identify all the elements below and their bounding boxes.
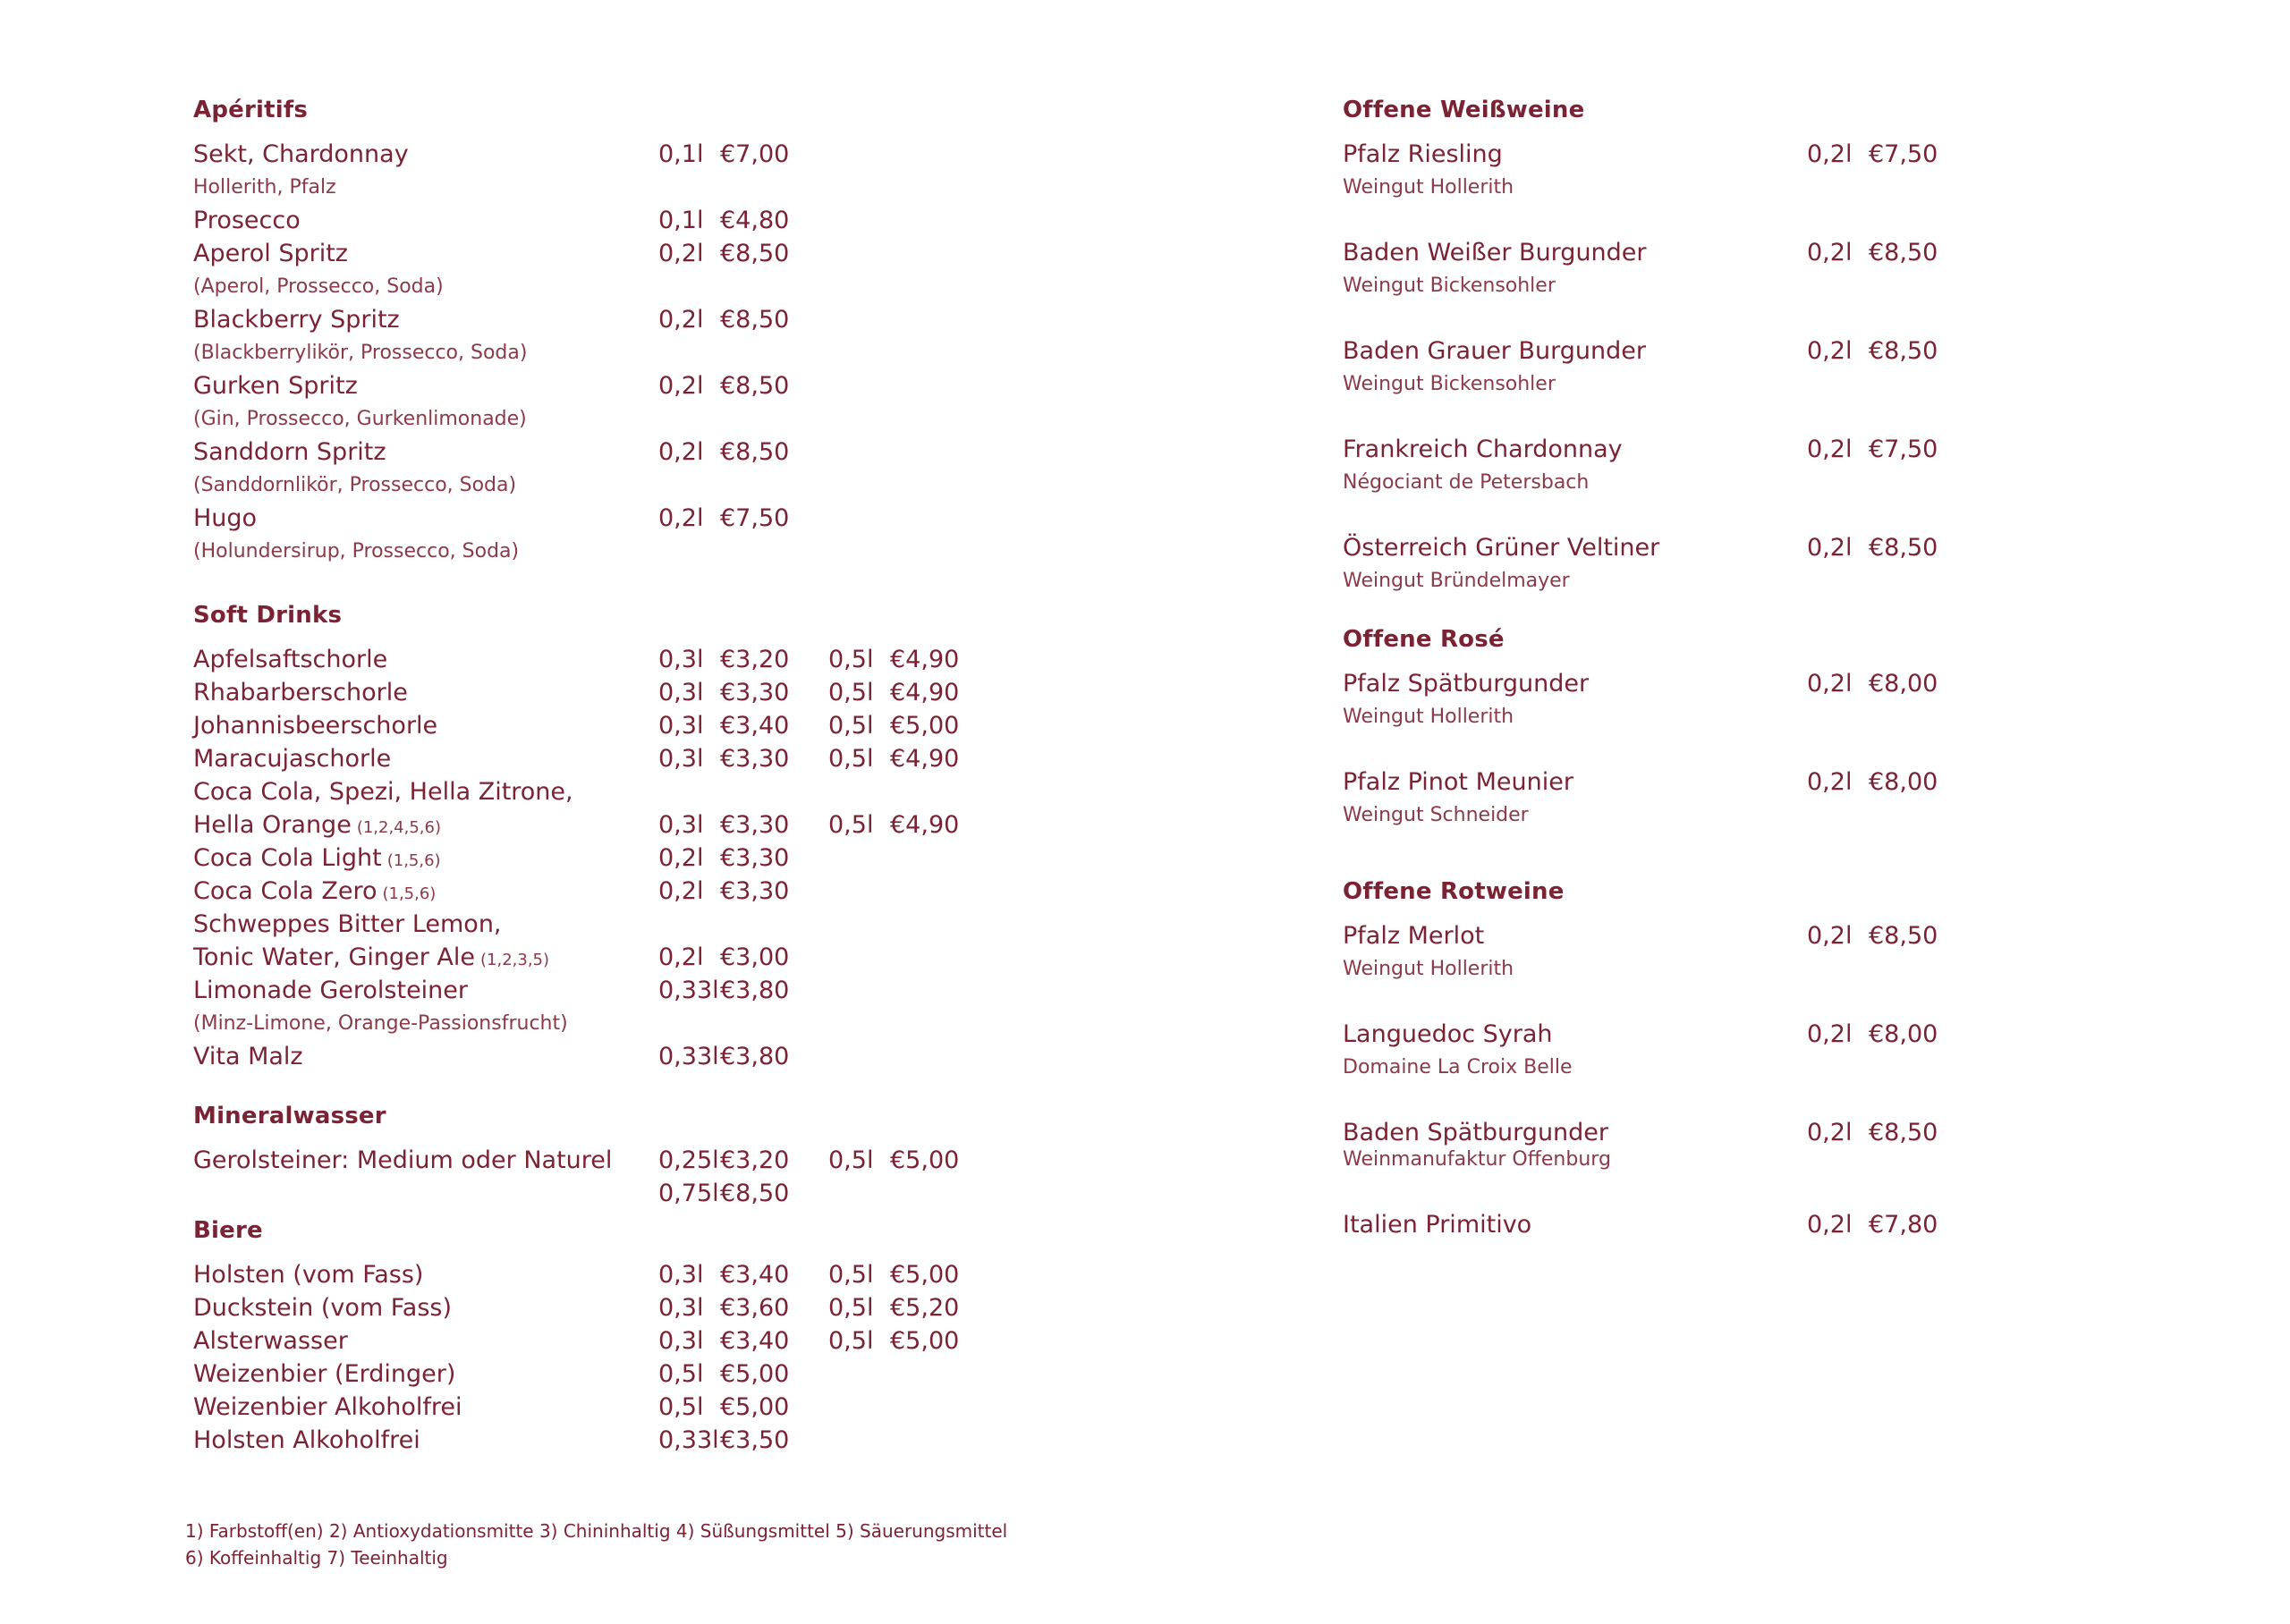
item-price: €3,40 bbox=[720, 1327, 790, 1355]
item-volume: 0,3l bbox=[658, 1327, 704, 1355]
item-volume-large: 0,5l bbox=[828, 712, 874, 740]
item-description: (Sanddornlikör, Prossecco, Soda) bbox=[193, 474, 517, 496]
additive-note: (1,5,6) bbox=[382, 884, 437, 903]
item-price: €3,80 bbox=[720, 1043, 790, 1070]
item-price: €7,50 bbox=[1869, 140, 1938, 168]
item-price: €3,30 bbox=[720, 877, 790, 905]
item-price-large: €4,90 bbox=[890, 745, 960, 773]
item-name: Italien Primitivo bbox=[1343, 1211, 1532, 1239]
menu-item bbox=[193, 1258, 1177, 1291]
item-price: €3,30 bbox=[720, 844, 790, 872]
item-winery: Weingut Hollerith bbox=[1343, 176, 1514, 199]
item-name: Pfalz Spätburgunder bbox=[1343, 670, 1590, 698]
menu-item bbox=[193, 742, 1177, 775]
menu-item bbox=[1343, 334, 2237, 368]
menu-item bbox=[1343, 433, 2237, 466]
section-rotweine bbox=[1343, 876, 2237, 1241]
menu-item bbox=[193, 1424, 1177, 1457]
menu-item bbox=[193, 502, 1177, 535]
wine-item bbox=[1343, 1208, 2237, 1241]
menu-item bbox=[1343, 236, 2237, 269]
item-volume: 0,3l bbox=[658, 1261, 704, 1289]
item-name: Holsten (vom Fass) bbox=[193, 1261, 424, 1289]
item-volume: 0,2l bbox=[658, 504, 704, 532]
item-price-large: €5,00 bbox=[890, 1261, 960, 1289]
item-volume: 0,2l bbox=[658, 844, 704, 872]
item-name: Hugo bbox=[193, 504, 258, 532]
item-name-line: Coca Cola, Spezi, Hella Zitrone, bbox=[193, 778, 573, 806]
menu-item bbox=[193, 1040, 1177, 1073]
footnote-line: 6) Koffeinhaltig 7) Teeinhaltig bbox=[185, 1547, 448, 1569]
item-name: Alsterwasser bbox=[193, 1327, 348, 1355]
wine-item bbox=[1343, 1018, 2237, 1084]
menu-item bbox=[193, 1358, 1177, 1391]
item-price: €8,00 bbox=[1869, 670, 1938, 698]
item-volume: 0,2l bbox=[658, 943, 704, 971]
section-soft-drinks bbox=[193, 600, 1177, 1073]
item-name: Baden Spätburgunder bbox=[1343, 1119, 1609, 1146]
item-price: €3,30 bbox=[720, 745, 790, 773]
menu-item bbox=[193, 1144, 1177, 1177]
menu-item bbox=[1343, 1208, 2237, 1241]
item-name: Weizenbier Alkoholfrei bbox=[193, 1393, 462, 1421]
item-name: Johannisbeerschorle bbox=[193, 712, 438, 740]
item-name: Gerolsteiner: Medium oder Naturel bbox=[193, 1146, 613, 1174]
item-description: (Blackberrylikör, Prossecco, Soda) bbox=[193, 342, 528, 364]
item-name: Vita Malz bbox=[193, 1043, 303, 1070]
item-name: Languedoc Syrah bbox=[1343, 1020, 1553, 1048]
item-price: €3,20 bbox=[720, 646, 790, 673]
menu-item bbox=[193, 436, 1177, 469]
item-price-large: €4,90 bbox=[890, 646, 960, 673]
item-price: €3,30 bbox=[720, 811, 790, 839]
item-price: €8,50 bbox=[720, 1180, 790, 1207]
item-price-large: €5,00 bbox=[890, 1327, 960, 1355]
item-price-large: €5,20 bbox=[890, 1294, 960, 1322]
wine-item bbox=[1343, 765, 2237, 832]
item-volume: 0,2l bbox=[658, 877, 704, 905]
item-price: €8,50 bbox=[720, 306, 790, 334]
menu-item bbox=[193, 138, 1177, 171]
wine-item bbox=[1343, 667, 2237, 733]
item-volume-large: 0,5l bbox=[828, 1327, 874, 1355]
menu-item bbox=[193, 1291, 1177, 1324]
item-price: €5,00 bbox=[720, 1360, 790, 1388]
menu-item bbox=[193, 808, 1177, 842]
menu-item bbox=[193, 842, 1177, 875]
item-volume: 0,3l bbox=[658, 712, 704, 740]
item-name: Tonic Water, Ginger Ale bbox=[193, 943, 475, 971]
item-volume: 0,33l bbox=[658, 1043, 719, 1070]
item-name: Pfalz Pinot Meunier bbox=[1343, 768, 1573, 796]
item-volume: 0,33l bbox=[658, 1426, 719, 1454]
item-price: €7,80 bbox=[1869, 1211, 1938, 1239]
item-winery: Weingut Schneider bbox=[1343, 804, 1529, 826]
menu-item bbox=[1343, 765, 2237, 799]
item-winery: Weingut Bickensohler bbox=[1343, 275, 1556, 297]
item-price-large: €4,90 bbox=[890, 679, 960, 706]
menu-item bbox=[1343, 531, 2237, 564]
item-price: €3,20 bbox=[720, 1146, 790, 1174]
section-title: Mineralwasser bbox=[193, 1103, 386, 1129]
menu-item bbox=[193, 1324, 1177, 1358]
item-price-large: €4,90 bbox=[890, 811, 960, 839]
item-volume-large: 0,5l bbox=[828, 1294, 874, 1322]
menu-item bbox=[193, 676, 1177, 709]
item-price: €7,00 bbox=[720, 140, 790, 168]
additive-footnotes bbox=[185, 1518, 1007, 1571]
section-title: Apéritifs bbox=[193, 97, 309, 123]
item-winery: Weingut Bickensohler bbox=[1343, 373, 1556, 395]
item-volume: 0,2l bbox=[1807, 922, 1853, 950]
item-price: €3,40 bbox=[720, 712, 790, 740]
item-volume: 0,3l bbox=[658, 811, 704, 839]
menu-item bbox=[1343, 138, 2237, 171]
item-volume-large: 0,5l bbox=[828, 811, 874, 839]
item-volume: 0,2l bbox=[1807, 140, 1853, 168]
item-price: €8,50 bbox=[1869, 1119, 1938, 1146]
item-description: (Holundersirup, Prossecco, Soda) bbox=[193, 540, 520, 562]
item-volume: 0,75l bbox=[658, 1180, 719, 1207]
item-price: €5,00 bbox=[720, 1393, 790, 1421]
section-title: Offene Weißweine bbox=[1343, 97, 1585, 123]
wine-item bbox=[1343, 433, 2237, 499]
item-description: Hollerith, Pfalz bbox=[193, 176, 336, 199]
item-name: Coca Cola Zero bbox=[193, 877, 377, 905]
item-name: Frankreich Chardonnay bbox=[1343, 436, 1623, 463]
wine-item bbox=[1343, 236, 2237, 302]
menu-item bbox=[193, 303, 1177, 336]
menu-item bbox=[193, 974, 1177, 1007]
wine-item bbox=[1343, 1116, 2237, 1174]
item-volume: 0,2l bbox=[1807, 239, 1853, 266]
section-title: Biere bbox=[193, 1217, 263, 1244]
item-name-line: Schweppes Bitter Lemon, bbox=[193, 910, 502, 938]
item-price: €3,00 bbox=[720, 943, 790, 971]
item-winery: Weingut Hollerith bbox=[1343, 706, 1514, 728]
item-name: Hella Orange bbox=[193, 811, 352, 839]
menu-item-extra-size bbox=[193, 1177, 1177, 1210]
item-price: €3,50 bbox=[720, 1426, 790, 1454]
item-name: Baden Weißer Burgunder bbox=[1343, 239, 1647, 266]
item-price: €8,50 bbox=[1869, 534, 1938, 562]
item-price: €8,50 bbox=[1869, 337, 1938, 365]
item-price-large: €5,00 bbox=[890, 712, 960, 740]
menu-right-column bbox=[1343, 95, 2237, 1273]
item-description: (Aperol, Prossecco, Soda) bbox=[193, 275, 444, 298]
item-price: €8,50 bbox=[1869, 239, 1938, 266]
item-price: €8,00 bbox=[1869, 1020, 1938, 1048]
menu-item bbox=[193, 204, 1177, 237]
item-volume: 0,1l bbox=[658, 207, 704, 234]
section-title: Offene Rotweine bbox=[1343, 878, 1565, 905]
item-volume: 0,33l bbox=[658, 977, 719, 1004]
item-price: €8,00 bbox=[1869, 768, 1938, 796]
item-name: Coca Cola Light bbox=[193, 844, 382, 872]
footnote-line: 1) Farbstoff(en) 2) Antioxydationsmitte 3) Chininhaltig 4) Süßungsmittel 5) Säuerungsmittel bbox=[185, 1520, 1008, 1542]
menu-item bbox=[193, 875, 1177, 908]
item-price: €8,50 bbox=[1869, 922, 1938, 950]
item-volume: 0,1l bbox=[658, 140, 704, 168]
item-volume: 0,2l bbox=[1807, 436, 1853, 463]
additive-note: (1,2,3,5) bbox=[480, 951, 550, 969]
menu-item bbox=[193, 1391, 1177, 1424]
item-volume-large: 0,5l bbox=[828, 1261, 874, 1289]
item-volume: 0,2l bbox=[1807, 337, 1853, 365]
additive-note: (1,5,6) bbox=[386, 851, 441, 870]
item-volume: 0,3l bbox=[658, 679, 704, 706]
menu-item bbox=[193, 369, 1177, 402]
item-volume: 0,2l bbox=[1807, 1020, 1853, 1048]
section-aperitifs bbox=[193, 95, 1177, 568]
item-price: €3,60 bbox=[720, 1294, 790, 1322]
menu-item bbox=[1343, 1116, 2237, 1149]
item-volume-large: 0,5l bbox=[828, 745, 874, 773]
menu-item bbox=[193, 709, 1177, 742]
section-title: Offene Rosé bbox=[1343, 626, 1505, 653]
section-biere bbox=[193, 1215, 1177, 1457]
item-winery: Weingut Hollerith bbox=[1343, 958, 1514, 980]
item-price: €3,30 bbox=[720, 679, 790, 706]
item-name: Weizenbier (Erdinger) bbox=[193, 1360, 456, 1388]
section-rose bbox=[1343, 624, 2237, 832]
menu-item bbox=[1343, 1018, 2237, 1051]
item-name: Sanddorn Spritz bbox=[193, 438, 386, 466]
item-name: Maracujaschorle bbox=[193, 745, 392, 773]
additive-note: (1,2,4,5,6) bbox=[356, 818, 442, 837]
item-volume: 0,2l bbox=[1807, 670, 1853, 698]
item-winery: Négociant de Petersbach bbox=[1343, 471, 1590, 494]
item-winery: Weinmanufaktur Offenburg bbox=[1343, 1148, 1611, 1171]
item-price: €3,40 bbox=[720, 1261, 790, 1289]
item-price: €4,80 bbox=[720, 207, 790, 234]
item-volume: 0,2l bbox=[1807, 1211, 1853, 1239]
item-volume: 0,2l bbox=[658, 240, 704, 267]
item-price: €3,80 bbox=[720, 977, 790, 1004]
item-name: Pfalz Merlot bbox=[1343, 922, 1485, 950]
item-volume: 0,2l bbox=[1807, 534, 1853, 562]
menu-item bbox=[1343, 667, 2237, 700]
item-name: Gurken Spritz bbox=[193, 372, 358, 400]
item-price-large: €5,00 bbox=[890, 1146, 960, 1174]
section-title: Soft Drinks bbox=[193, 602, 343, 629]
wine-item bbox=[1343, 334, 2237, 401]
item-price: €7,50 bbox=[1869, 436, 1938, 463]
item-description: (Minz-Limone, Orange-Passionsfrucht) bbox=[193, 1012, 568, 1035]
item-volume: 0,3l bbox=[658, 646, 704, 673]
item-name: Aperol Spritz bbox=[193, 240, 348, 267]
item-volume: 0,3l bbox=[658, 1294, 704, 1322]
item-price: €8,50 bbox=[720, 372, 790, 400]
item-volume-large: 0,5l bbox=[828, 679, 874, 706]
item-name: Rhabarberschorle bbox=[193, 679, 408, 706]
item-price: €8,50 bbox=[720, 240, 790, 267]
item-volume: 0,3l bbox=[658, 745, 704, 773]
item-volume: 0,2l bbox=[658, 372, 704, 400]
menu-item bbox=[193, 643, 1177, 676]
item-name: Blackberry Spritz bbox=[193, 306, 400, 334]
item-volume-large: 0,5l bbox=[828, 646, 874, 673]
menu-left-column bbox=[193, 95, 1177, 1457]
wine-item bbox=[1343, 531, 2237, 597]
item-volume: 0,2l bbox=[658, 306, 704, 334]
item-winery: Weingut Bründelmayer bbox=[1343, 570, 1570, 592]
item-volume: 0,25l bbox=[658, 1146, 719, 1174]
item-name: Limonade Gerolsteiner bbox=[193, 977, 469, 1004]
item-description: (Gin, Prossecco, Gurkenlimonade) bbox=[193, 408, 527, 430]
item-volume: 0,5l bbox=[658, 1360, 704, 1388]
item-volume: 0,2l bbox=[658, 438, 704, 466]
wine-item bbox=[1343, 138, 2237, 204]
item-name: Baden Grauer Burgunder bbox=[1343, 337, 1646, 365]
item-price: €8,50 bbox=[720, 438, 790, 466]
item-volume: 0,2l bbox=[1807, 768, 1853, 796]
menu-item bbox=[1343, 919, 2237, 952]
section-mineralwasser bbox=[193, 1101, 1177, 1210]
item-name: Sekt, Chardonnay bbox=[193, 140, 409, 168]
section-weissweine bbox=[1343, 95, 2237, 597]
item-name: Pfalz Riesling bbox=[1343, 140, 1503, 168]
item-volume-large: 0,5l bbox=[828, 1146, 874, 1174]
item-volume: 0,2l bbox=[1807, 1119, 1853, 1146]
item-name: Apfelsaftschorle bbox=[193, 646, 388, 673]
item-name: Holsten Alkoholfrei bbox=[193, 1426, 420, 1454]
menu-item bbox=[193, 941, 1177, 974]
item-volume: 0,5l bbox=[658, 1393, 704, 1421]
item-price: €7,50 bbox=[720, 504, 790, 532]
item-name: Duckstein (vom Fass) bbox=[193, 1294, 453, 1322]
item-name: Österreich Grüner Veltiner bbox=[1343, 534, 1660, 562]
item-winery: Domaine La Croix Belle bbox=[1343, 1056, 1573, 1078]
menu-item bbox=[193, 237, 1177, 270]
item-name: Prosecco bbox=[193, 207, 301, 234]
wine-item bbox=[1343, 919, 2237, 985]
